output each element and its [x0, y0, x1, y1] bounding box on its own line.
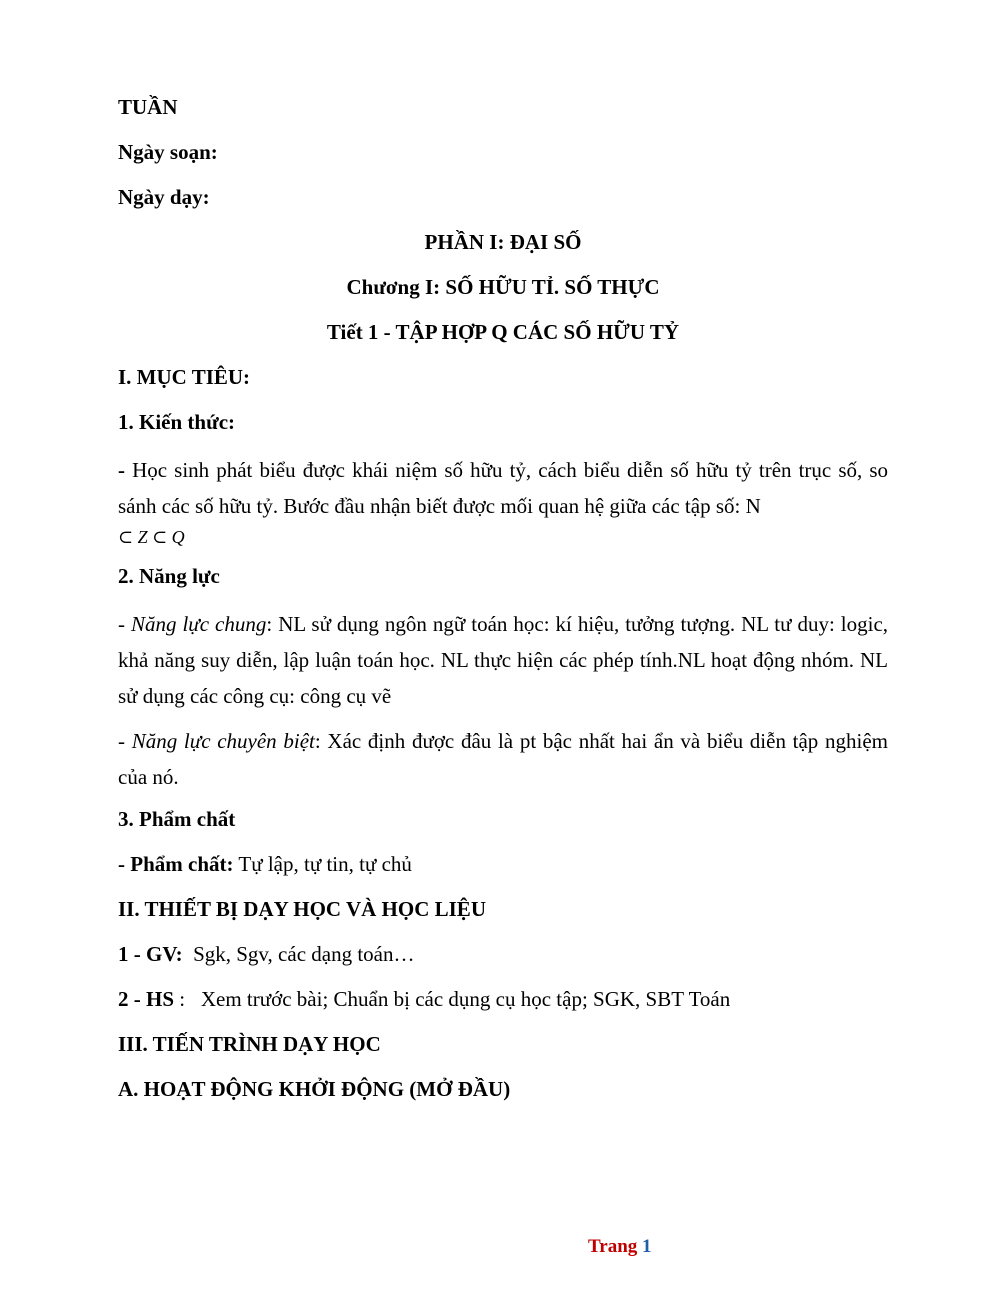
- knowledge-text: Học sinh phát biểu được khái niệm số hữu tỷ, cách biểu diễn số hữu tỷ trên trục số, so sánh các số hữu tỷ. Bước đầu nhận biết được mối quan hệ giữa các tập số: N: [118, 458, 888, 518]
- objectives-heading: I. MỤC TIÊU:: [118, 365, 251, 389]
- part-title: PHẦN I: ĐẠI SỐ: [424, 230, 582, 254]
- knowledge-paragraph: [118, 452, 888, 552]
- specific-ability-prefix: -: [118, 729, 132, 753]
- quality-prefix: -: [118, 852, 131, 876]
- set-relation: ⊂ Z ⊂ Q: [118, 527, 185, 547]
- prep-date-label: Ngày soạn:: [118, 140, 218, 164]
- student-text: : Xem trước bài; Chuẩn bị các dụng cụ học tập; SGK, SBT Toán: [174, 987, 731, 1011]
- teach-date-label: Ngày dạy:: [118, 185, 210, 209]
- week-label: TUẦN: [118, 95, 178, 119]
- ability-heading: 2. Năng lực: [118, 564, 220, 588]
- specific-ability-text: : Xác định được đâu là pt bậc nhất hai ẩn và biểu diễn tập nghiệm của nó.: [118, 729, 888, 789]
- quality-label: Phẩm chất:: [130, 852, 234, 876]
- footer-page-number: 1: [642, 1236, 652, 1257]
- student-label: 2 - HS: [118, 987, 175, 1011]
- general-ability-prefix: -: [118, 612, 131, 636]
- teacher-materials: [118, 939, 888, 969]
- student-materials: [118, 984, 888, 1014]
- footer-page-label: Trang: [588, 1236, 638, 1257]
- activity-a-heading: A. HOẠT ĐỘNG KHỞI ĐỘNG (MỞ ĐẦU): [118, 1077, 511, 1101]
- teacher-text: Sgk, Sgv, các dạng toán…: [182, 942, 415, 966]
- teacher-label: 1 - GV:: [118, 942, 183, 966]
- equipment-heading: II. THIẾT BỊ DẠY HỌC VÀ HỌC LIỆU: [118, 897, 486, 921]
- knowledge-heading: 1. Kiến thức:: [118, 410, 236, 434]
- general-ability-paragraph: [118, 606, 888, 714]
- quality-heading: 3. Phẩm chất: [118, 807, 236, 831]
- specific-ability-label: Năng lực chuyên biệt: [131, 729, 315, 753]
- page-footer: [588, 1236, 652, 1258]
- chapter-title: Chương I: SỐ HỮU TỈ. SỐ THỰC: [346, 275, 660, 299]
- process-heading: III. TIẾN TRÌNH DẠY HỌC: [118, 1032, 381, 1056]
- quality-paragraph: [118, 849, 888, 879]
- knowledge-bullet: -: [118, 458, 125, 482]
- specific-ability-paragraph: [118, 723, 888, 795]
- lesson-title: Tiết 1 - TẬP HỢP Q CÁC SỐ HỮU TỶ: [326, 320, 680, 344]
- general-ability-label: Năng lực chung: [130, 612, 267, 636]
- document-page: [118, 92, 888, 1119]
- general-ability-text: : NL sử dụng ngôn ngữ toán học: kí hiệu, tưởng tượng. NL tư duy: logic, khả năng suy diễn, lập luận toán học. NL thực hiện các phép tính.NL hoạt động nhóm. NL sử dụng các công cụ: công cụ vẽ: [118, 612, 889, 708]
- quality-text: Tự lập, tự tin, tự chủ: [233, 852, 412, 876]
